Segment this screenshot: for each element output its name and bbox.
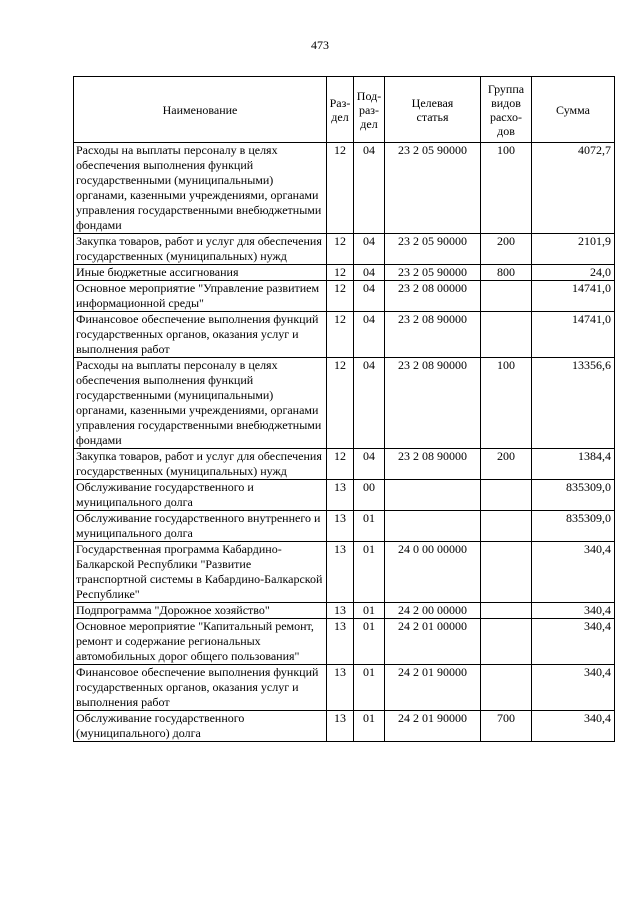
cell-gruppa bbox=[481, 281, 532, 312]
cell-name: Закупка товаров, работ и услуг для обеспечения государственных (муниципальных) нужд bbox=[74, 234, 327, 265]
cell-podrazdel: 04 bbox=[354, 281, 385, 312]
cell-statya bbox=[385, 480, 481, 511]
cell-statya: 24 2 01 90000 bbox=[385, 711, 481, 742]
cell-name: Обслуживание государственного (муниципального) долга bbox=[74, 711, 327, 742]
cell-podrazdel: 04 bbox=[354, 143, 385, 234]
table-row bbox=[74, 312, 615, 358]
cell-name: Иные бюджетные ассигнования bbox=[74, 265, 327, 281]
cell-podrazdel: 01 bbox=[354, 542, 385, 603]
cell-summa: 340,4 bbox=[532, 603, 615, 619]
cell-gruppa: 800 bbox=[481, 265, 532, 281]
cell-name: Закупка товаров, работ и услуг для обеспечения государственных (муниципальных) нужд bbox=[74, 449, 327, 480]
cell-gruppa bbox=[481, 312, 532, 358]
cell-name: Обслуживание государственного внутреннего и муниципального долга bbox=[74, 511, 327, 542]
table-row bbox=[74, 265, 615, 281]
cell-name: Финансовое обеспечение выполнения функций государственных органов, оказания услуг и выполнения работ bbox=[74, 312, 327, 358]
table-row bbox=[74, 603, 615, 619]
cell-razdel: 13 bbox=[327, 511, 354, 542]
cell-gruppa bbox=[481, 542, 532, 603]
table-row bbox=[74, 542, 615, 603]
cell-summa: 14741,0 bbox=[532, 312, 615, 358]
cell-statya: 23 2 05 90000 bbox=[385, 143, 481, 234]
budget-table bbox=[73, 76, 615, 742]
cell-gruppa: 700 bbox=[481, 711, 532, 742]
cell-razdel: 12 bbox=[327, 358, 354, 449]
cell-razdel: 13 bbox=[327, 665, 354, 711]
cell-name: Расходы на выплаты персоналу в целях обеспечения выполнения функций государственными (муниципальными) органами, казенными учреждениями, органами управления государственными внебюджетными фондами bbox=[74, 143, 327, 234]
cell-gruppa bbox=[481, 511, 532, 542]
cell-statya: 23 2 08 90000 bbox=[385, 358, 481, 449]
cell-razdel: 13 bbox=[327, 480, 354, 511]
header-gruppa: Группа видов расхо- дов bbox=[481, 77, 532, 143]
cell-summa: 2101,9 bbox=[532, 234, 615, 265]
cell-podrazdel: 01 bbox=[354, 711, 385, 742]
cell-podrazdel: 00 bbox=[354, 480, 385, 511]
header-razdel: Раз- дел bbox=[327, 77, 354, 143]
cell-name: Обслуживание государственного и муниципального долга bbox=[74, 480, 327, 511]
cell-statya: 23 2 05 90000 bbox=[385, 265, 481, 281]
table-row bbox=[74, 234, 615, 265]
cell-summa: 1384,4 bbox=[532, 449, 615, 480]
cell-summa: 835309,0 bbox=[532, 511, 615, 542]
header-summa: Сумма bbox=[532, 77, 615, 143]
cell-summa: 13356,6 bbox=[532, 358, 615, 449]
cell-gruppa bbox=[481, 665, 532, 711]
page-number: 473 bbox=[311, 38, 329, 52]
cell-podrazdel: 04 bbox=[354, 358, 385, 449]
table-row bbox=[74, 358, 615, 449]
table-body bbox=[74, 143, 615, 742]
cell-podrazdel: 01 bbox=[354, 619, 385, 665]
cell-name: Финансовое обеспечение выполнения функций государственных органов, оказания услуг и выполнения работ bbox=[74, 665, 327, 711]
cell-razdel: 12 bbox=[327, 265, 354, 281]
table-row bbox=[74, 511, 615, 542]
table-row bbox=[74, 665, 615, 711]
cell-name: Основное мероприятие "Управление развитием информационной среды" bbox=[74, 281, 327, 312]
table-row bbox=[74, 711, 615, 742]
cell-podrazdel: 04 bbox=[354, 312, 385, 358]
cell-gruppa: 100 bbox=[481, 143, 532, 234]
cell-summa: 14741,0 bbox=[532, 281, 615, 312]
cell-razdel: 12 bbox=[327, 234, 354, 265]
cell-statya: 23 2 05 90000 bbox=[385, 234, 481, 265]
cell-podrazdel: 04 bbox=[354, 234, 385, 265]
table-row bbox=[74, 143, 615, 234]
table-row bbox=[74, 449, 615, 480]
header-statya: Целевая статья bbox=[385, 77, 481, 143]
cell-statya: 23 2 08 00000 bbox=[385, 281, 481, 312]
cell-gruppa: 200 bbox=[481, 234, 532, 265]
cell-razdel: 13 bbox=[327, 542, 354, 603]
cell-podrazdel: 04 bbox=[354, 449, 385, 480]
cell-razdel: 12 bbox=[327, 143, 354, 234]
cell-razdel: 12 bbox=[327, 312, 354, 358]
cell-summa: 340,4 bbox=[532, 665, 615, 711]
cell-name: Основное мероприятие "Капитальный ремонт, ремонт и содержание региональных автомобильных дорог общего пользования" bbox=[74, 619, 327, 665]
cell-statya bbox=[385, 511, 481, 542]
cell-statya: 24 2 00 00000 bbox=[385, 603, 481, 619]
header-name: Наименование bbox=[74, 77, 327, 143]
cell-name: Государственная программа Кабардино-Балкарской Республики "Развитие транспортной системы в Кабардино-Балкарской Республике" bbox=[74, 542, 327, 603]
cell-gruppa: 200 bbox=[481, 449, 532, 480]
cell-statya: 24 0 00 00000 bbox=[385, 542, 481, 603]
table-row bbox=[74, 281, 615, 312]
cell-summa: 835309,0 bbox=[532, 480, 615, 511]
cell-summa: 24,0 bbox=[532, 265, 615, 281]
cell-gruppa: 100 bbox=[481, 358, 532, 449]
table-row bbox=[74, 480, 615, 511]
cell-gruppa bbox=[481, 480, 532, 511]
cell-summa: 340,4 bbox=[532, 542, 615, 603]
cell-podrazdel: 04 bbox=[354, 265, 385, 281]
cell-summa: 340,4 bbox=[532, 711, 615, 742]
cell-razdel: 12 bbox=[327, 281, 354, 312]
cell-razdel: 12 bbox=[327, 449, 354, 480]
cell-name: Подпрограмма "Дорожное хозяйство" bbox=[74, 603, 327, 619]
cell-statya: 24 2 01 00000 bbox=[385, 619, 481, 665]
cell-gruppa bbox=[481, 603, 532, 619]
table-row bbox=[74, 619, 615, 665]
cell-name: Расходы на выплаты персоналу в целях обеспечения выполнения функций государственными (муниципальными) органами, казенными учреждениями, органами управления государственными внебюджетными фондами bbox=[74, 358, 327, 449]
cell-podrazdel: 01 bbox=[354, 511, 385, 542]
table-header-row bbox=[74, 77, 615, 143]
cell-gruppa bbox=[481, 619, 532, 665]
cell-statya: 23 2 08 90000 bbox=[385, 312, 481, 358]
header-podrazdel: Под- раз- дел bbox=[354, 77, 385, 143]
cell-podrazdel: 01 bbox=[354, 603, 385, 619]
cell-statya: 24 2 01 90000 bbox=[385, 665, 481, 711]
cell-razdel: 13 bbox=[327, 711, 354, 742]
cell-podrazdel: 01 bbox=[354, 665, 385, 711]
cell-summa: 4072,7 bbox=[532, 143, 615, 234]
cell-razdel: 13 bbox=[327, 603, 354, 619]
cell-razdel: 13 bbox=[327, 619, 354, 665]
cell-summa: 340,4 bbox=[532, 619, 615, 665]
cell-statya: 23 2 08 90000 bbox=[385, 449, 481, 480]
